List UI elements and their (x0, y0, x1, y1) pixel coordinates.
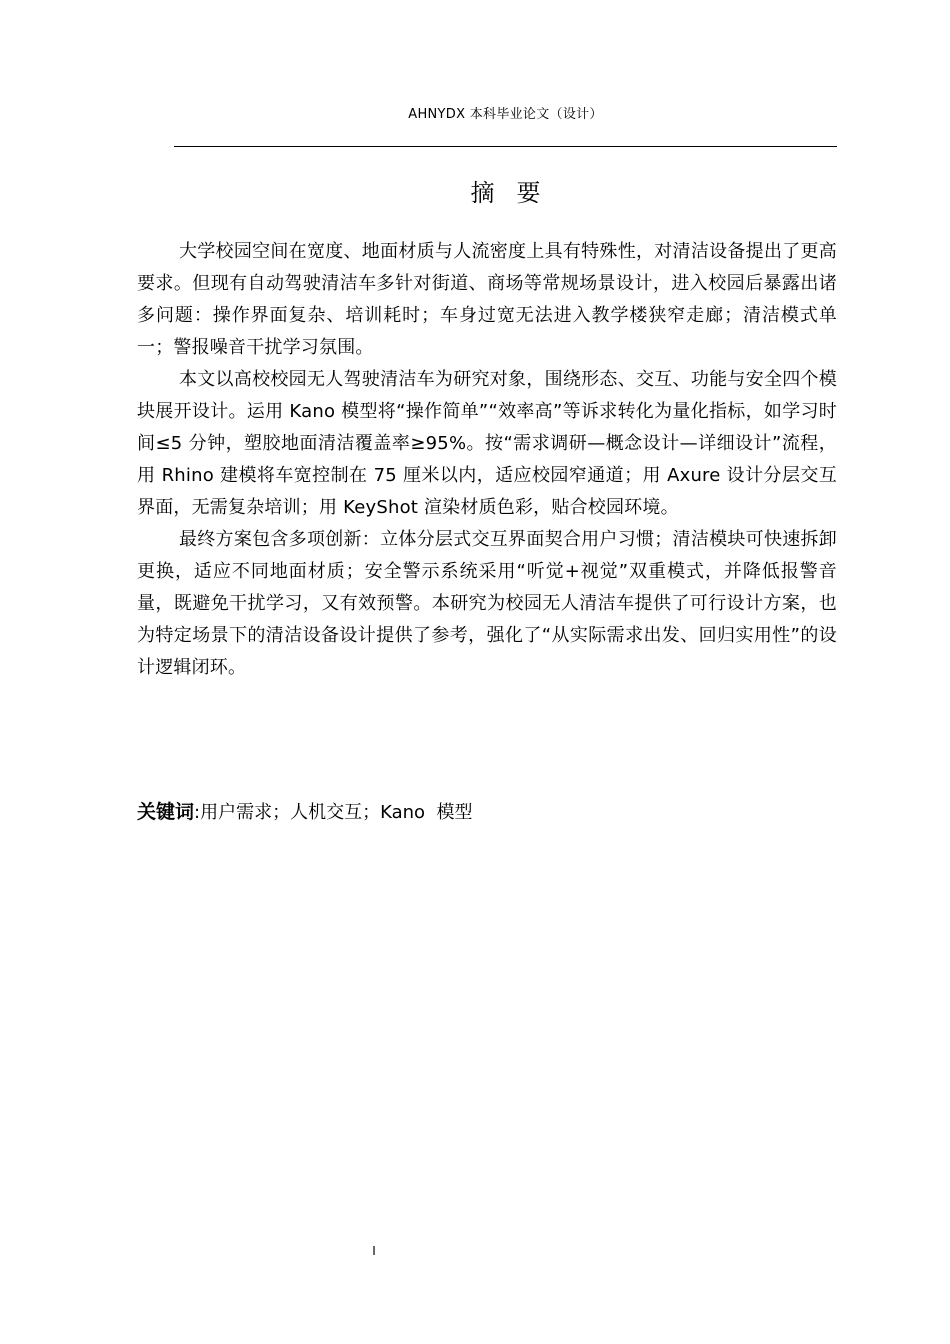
keywords-label: 关键词 (137, 801, 195, 823)
keywords-line (137, 796, 837, 829)
page-number: I (372, 1244, 376, 1258)
abstract-title: 摘要 (470, 179, 563, 207)
keywords-text: 用户需求；人机交互；Kano 模型 (200, 802, 473, 823)
abstract-paragraph-1: 大学校园空间在宽度、地面材质与人流密度上具有特殊性，对清洁设备提出了更高要求。但现有自动驾驶清洁车多针对街道、商场等常规场景设计，进入校园后暴露出诸多问题：操作界面复杂、培训耗时；车身过宽无法进入教学楼狭窄走廊；清洁模式单一；警报噪音干扰学习氛围。 (137, 241, 837, 358)
running-header: AHNYDX 本科毕业论文（设计） (408, 107, 603, 122)
keywords-separator: : (194, 802, 201, 823)
header-rule (174, 146, 837, 147)
abstract-body (137, 236, 837, 684)
abstract-paragraph-3: 最终方案包含多项创新：立体分层式交互界面契合用户习惯；清洁模块可快速拆卸更换，适应不同地面材质；安全警示系统采用“听觉+视觉”双重模式，并降低报警音量，既避免干扰学习，又有效预警。本研究为校园无人清洁车提供了可行设计方案，也为特定场景下的清洁设备设计提供了参考，强化了“从实际需求出发、回归实用性”的设计逻辑闭环。 (137, 529, 837, 678)
abstract-paragraph-2: 本文以高校校园无人驾驶清洁车为研究对象，围绕形态、交互、功能与安全四个模块展开设计。运用 Kano 模型将“操作简单”“效率高”等诉求转化为量化指标，如学习时间≤5 分钟，塑胶地面清洁覆盖率≥95%。按“需求调研—概念设计—详细设计”流程，用 Rhino 建模将车宽控制在 75 厘米以内，适应校园窄通道；用 Axure 设计分层交互界面，无需复杂培训；用 KeyShot 渲染材质色彩，贴合校园环境。 (137, 369, 837, 518)
